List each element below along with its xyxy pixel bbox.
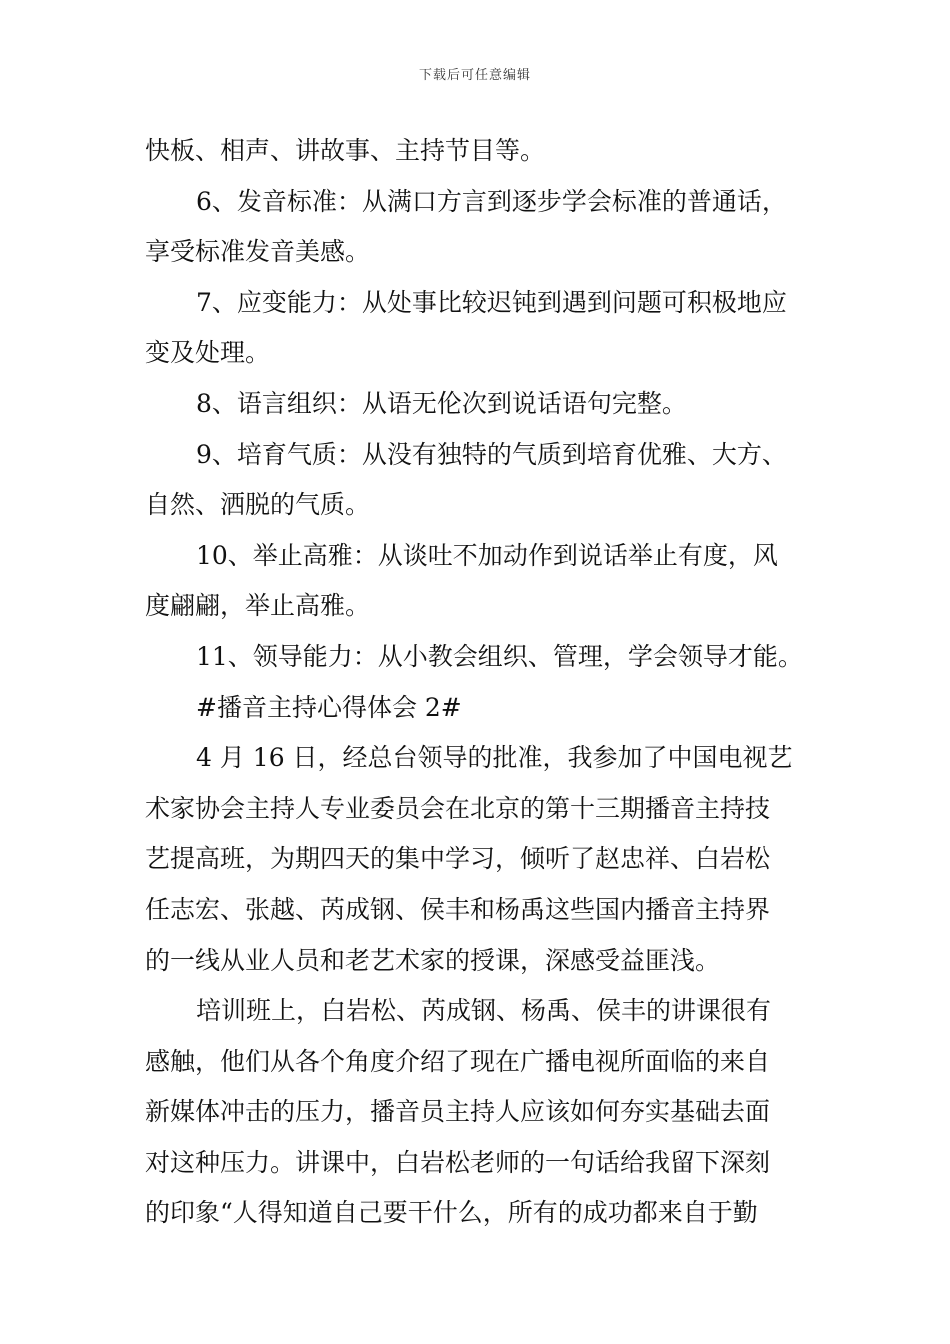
text-line: 变及处理。: [145, 338, 271, 368]
text-line: 10、举止高雅：从谈吐不加动作到说话举止有度，风: [196, 540, 778, 570]
text-line: 7、应变能力：从处事比较迟钝到遇到问题可积极地应: [196, 287, 787, 317]
text-line: 的一线从业人员和老艺术家的授课，深感受益匪浅。: [145, 945, 721, 975]
text-line: #播音主持心得体会 2#: [196, 692, 462, 722]
text-line: 自然、洒脱的气质。: [145, 490, 371, 520]
page-header: 下载后可任意编辑: [418, 68, 531, 83]
text-line: 6、发音标准：从满口方言到逐步学会标准的普通话，: [196, 186, 787, 216]
text-line: 9、培育气质：从没有独特的气质到培育优雅、大方、: [196, 439, 787, 469]
text-line: 快板、相声、讲故事、主持节目等。: [145, 136, 546, 165]
text-line: 培训班上，白岩松、芮成钢、杨禹、侯丰的讲课很有: [196, 996, 772, 1026]
text-line: 11、领导能力：从小教会组织、管理，学会领导才能。: [196, 641, 803, 671]
text-line: 对这种压力。讲课中，白岩松老师的一句话给我留下深刻: [145, 1147, 771, 1177]
text-line: 新媒体冲击的压力，播音员主持人应该如何夯实基础去面: [145, 1097, 771, 1127]
text-line: 任志宏、张越、芮成钢、侯丰和杨禹这些国内播音主持界: [145, 894, 771, 924]
text-line: 感触，他们从各个角度介绍了现在广播电视所面临的来自: [145, 1046, 771, 1076]
text-line: 度翩翩，举止高雅。: [145, 591, 371, 621]
text-line: 4 月 16 日，经总台领导的批准，我参加了中国电视艺: [196, 743, 793, 773]
text-line: 享受标准发音美感。: [145, 237, 371, 267]
text-line: 艺提高班，为期四天的集中学习，倾听了赵忠祥、白岩松: [145, 844, 771, 874]
document-body: [145, 126, 815, 1239]
text-line: 的印象“人得知道自己要干什么，所有的成功都来自于勤: [145, 1198, 758, 1228]
text-line: 8、语言组织：从语无伦次到说话语句完整。: [196, 388, 687, 418]
text-line: 术家协会主持人专业委员会在北京的第十三期播音主持技: [145, 793, 771, 823]
